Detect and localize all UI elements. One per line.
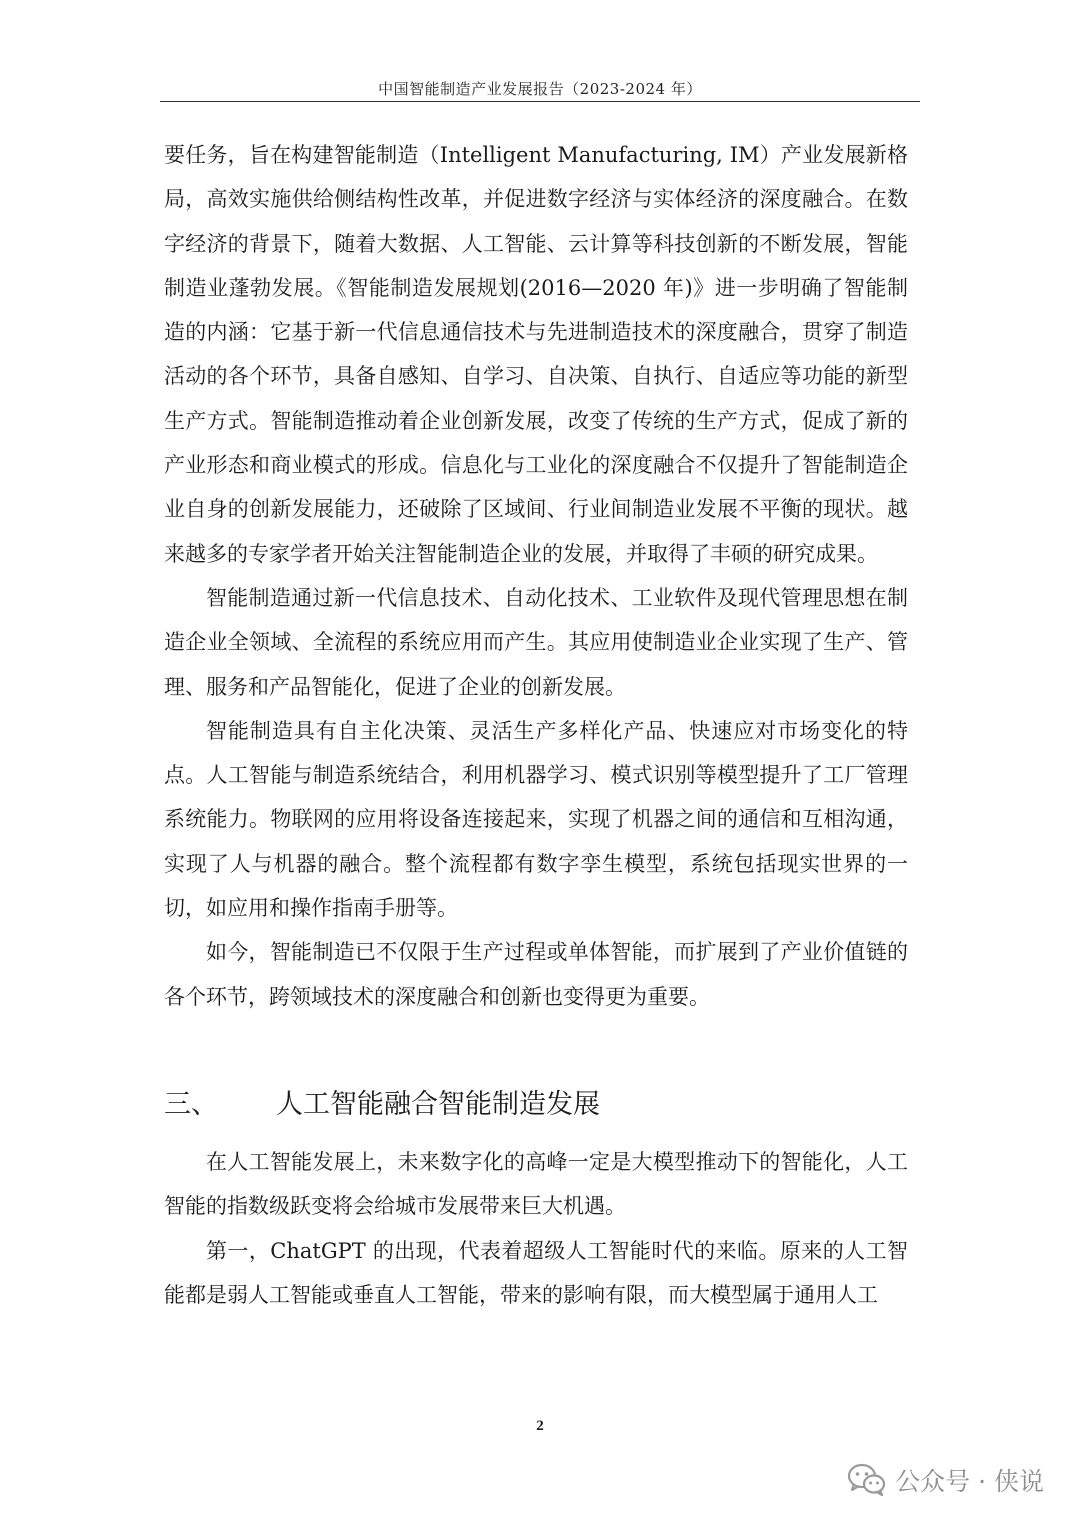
watermark-text: 公众号 · 侠说	[895, 1467, 1044, 1496]
paragraph-2: 智能制造通过新一代信息技术、自动化技术、工业软件及现代管理思想在制造企业全领域、全流程的系统应用而产生。其应用使制造业企业实现了生产、管理、服务和产品智能化，促进了企业的创新发展。	[164, 585, 908, 699]
wechat-icon	[847, 1463, 887, 1497]
paragraph-1: 要任务，旨在构建智能制造（Intelligent Manufacturing, IM）产业发展新格局，高效实施供给侧结构性改革，并促进数字经济与实体经济的深度融合。在数字经济的背景下，随着大数据、人工智能、云计算等科技创新的不断发展，智能制造业蓬勃发展。《智能制造发展规划(2016—2020 年)》进一步明确了智能制造的内涵：它基于新一代信息通信技术与先进制造技术的深度融合，贯穿了制造活动的各个环节，具备自感知、自学习、自决策、自执行、自适应等功能的新型生产方式。智能制造推动着企业创新发展，改变了传统的生产方式，促成了新的产业形态和商业模式的形成。信息化与工业化的深度融合不仅提升了智能制造企业自身的创新发展能力，还破除了区域间、行业间制造业发展不平衡的现状。越来越多的专家学者开始关注智能制造企业的发展，并取得了丰硕的研究成果。	[164, 143, 908, 566]
page-number: 2	[536, 1418, 544, 1434]
running-header: 中国智能制造产业发展报告（2023-2024 年）	[378, 80, 702, 98]
paragraph-6: 第一，ChatGPT 的出现，代表着超级人工智能时代的来临。原来的人工智能都是弱人工智能或垂直人工智能，带来的影响有限，而大模型属于通用人工	[164, 1238, 908, 1307]
watermark	[847, 1462, 1044, 1498]
section-number: 三、	[164, 1088, 218, 1120]
paragraph-4: 如今，智能制造已不仅限于生产过程或单体智能，而扩展到了产业价值链的各个环节，跨领域技术的深度融合和创新也变得更为重要。	[164, 940, 908, 1009]
section-heading	[164, 1070, 908, 1140]
document-body	[164, 133, 908, 1317]
paragraph-5: 在人工智能发展上，未来数字化的高峰一定是大模型推动下的智能化，人工智能的指数级跃变将会给城市发展带来巨大机遇。	[164, 1149, 908, 1219]
section-title: 人工智能融合智能制造发展	[276, 1088, 600, 1120]
paragraph-3: 智能制造具有自主化决策、灵活生产多样化产品、快速应对市场变化的特点。人工智能与制造系统结合，利用机器学习、模式识别等模型提升了工厂管理系统能力。物联网的应用将设备连接起来，实现了机器之间的通信和互相沟通，实现了人与机器的融合。整个流程都有数字孪生模型，系统包括现实世界的一切，如应用和操作指南手册等。	[164, 718, 908, 921]
header-rule	[160, 101, 920, 102]
